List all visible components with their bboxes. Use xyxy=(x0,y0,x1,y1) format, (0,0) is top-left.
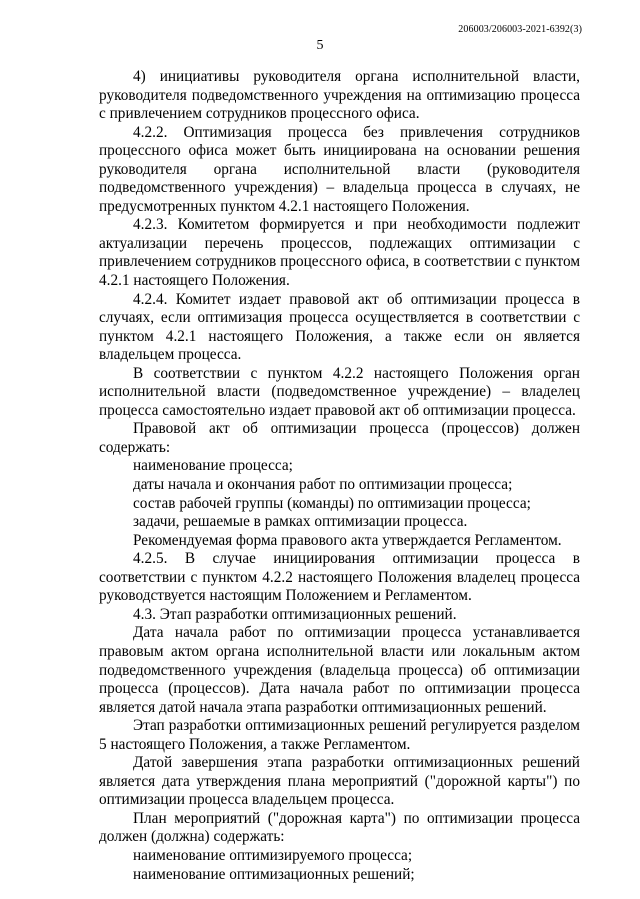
paragraph: Рекомендуемая форма правового акта утверждается Регламентом. xyxy=(133,531,562,549)
page-number: 5 xyxy=(316,38,324,53)
list-item: наименование оптимизируемого процесса; xyxy=(133,846,413,864)
list-item: состав рабочей группы (команды) по оптимизации процесса; xyxy=(133,494,531,512)
list-item: наименование оптимизационных решений; xyxy=(133,865,415,883)
list-item: наименование процесса; xyxy=(133,457,293,475)
paragraph: Дата начала работ по оптимизации процесса устанавливается правовым актом органа исполнительной власти или локальным актом подведомственного учреждения (владельца процесса) об оптимизации процесса (процессов). Дата начала работ по оптимизации процесса является датой начала этапа разработки оптимизационных решений. xyxy=(99,624,580,716)
paragraph: 4) инициативы руководителя органа исполнительной власти, руководителя подведомственного учреждения на оптимизацию процесса с привлечением сотрудников процессного офиса. xyxy=(99,68,580,123)
paragraph: 4.2.4. Комитет издает правовой акт об оптимизации процесса в случаях, если оптимизация процесса осуществляется в соответствии с пунктом 4.2.1 настоящего Положения, а также если он является владельцем процесса. xyxy=(99,290,580,364)
paragraph: План мероприятий ("дорожная карта") по оптимизации процесса должен (должна) содержать: xyxy=(99,809,580,846)
list-item: даты начала и окончания работ по оптимизации процесса; xyxy=(133,476,513,494)
section-heading: 4.3. Этап разработки оптимизационных решений. xyxy=(133,605,457,623)
list-item: задачи, решаемые в рамках оптимизации процесса. xyxy=(133,513,468,531)
paragraph: Этап разработки оптимизационных решений регулируется разделом 5 настоящего Положения, а также Регламентом. xyxy=(99,717,580,753)
paragraph: Датой завершения этапа разработки оптимизационных решений является дата утверждения плана мероприятий ("дорожной карты") по оптимизации процесса владельцем процесса. xyxy=(99,754,580,809)
paragraph: В соответствии с пунктом 4.2.2 настоящего Положения орган исполнительной власти (подведомственное учреждение) – владелец процесса самостоятельно издает правовой акт об оптимизации процесса. xyxy=(99,364,580,419)
paragraph: 4.2.3. Комитетом формируется и при необходимости подлежит актуализации перечень процессов, подлежащих оптимизации с привлечением сотрудников процессного офиса, в соответствии с пунктом 4.2.1 настоящего Положения. xyxy=(99,216,580,290)
paragraph: 4.2.5. В случае инициирования оптимизации процесса в соответствии с пунктом 4.2.2 настоящего Положения владелец процесса руководствуется настоящим Положением и Регламентом. xyxy=(99,550,580,605)
paragraph: 4.2.2. Оптимизация процесса без привлечения сотрудников процессного офиса может быть инициирована на основании решения руководителя органа исполнительной власти (руководителя подведомственного учреждения) – владельца процесса в случаях, не предусмотренных пунктом 4.2.1 настоящего Положения. xyxy=(99,123,580,215)
document-body xyxy=(99,68,580,884)
document-code: 206003/206003-2021-6392(3) xyxy=(458,24,582,35)
paragraph: Правовой акт об оптимизации процесса (процессов) должен содержать: xyxy=(99,420,580,456)
